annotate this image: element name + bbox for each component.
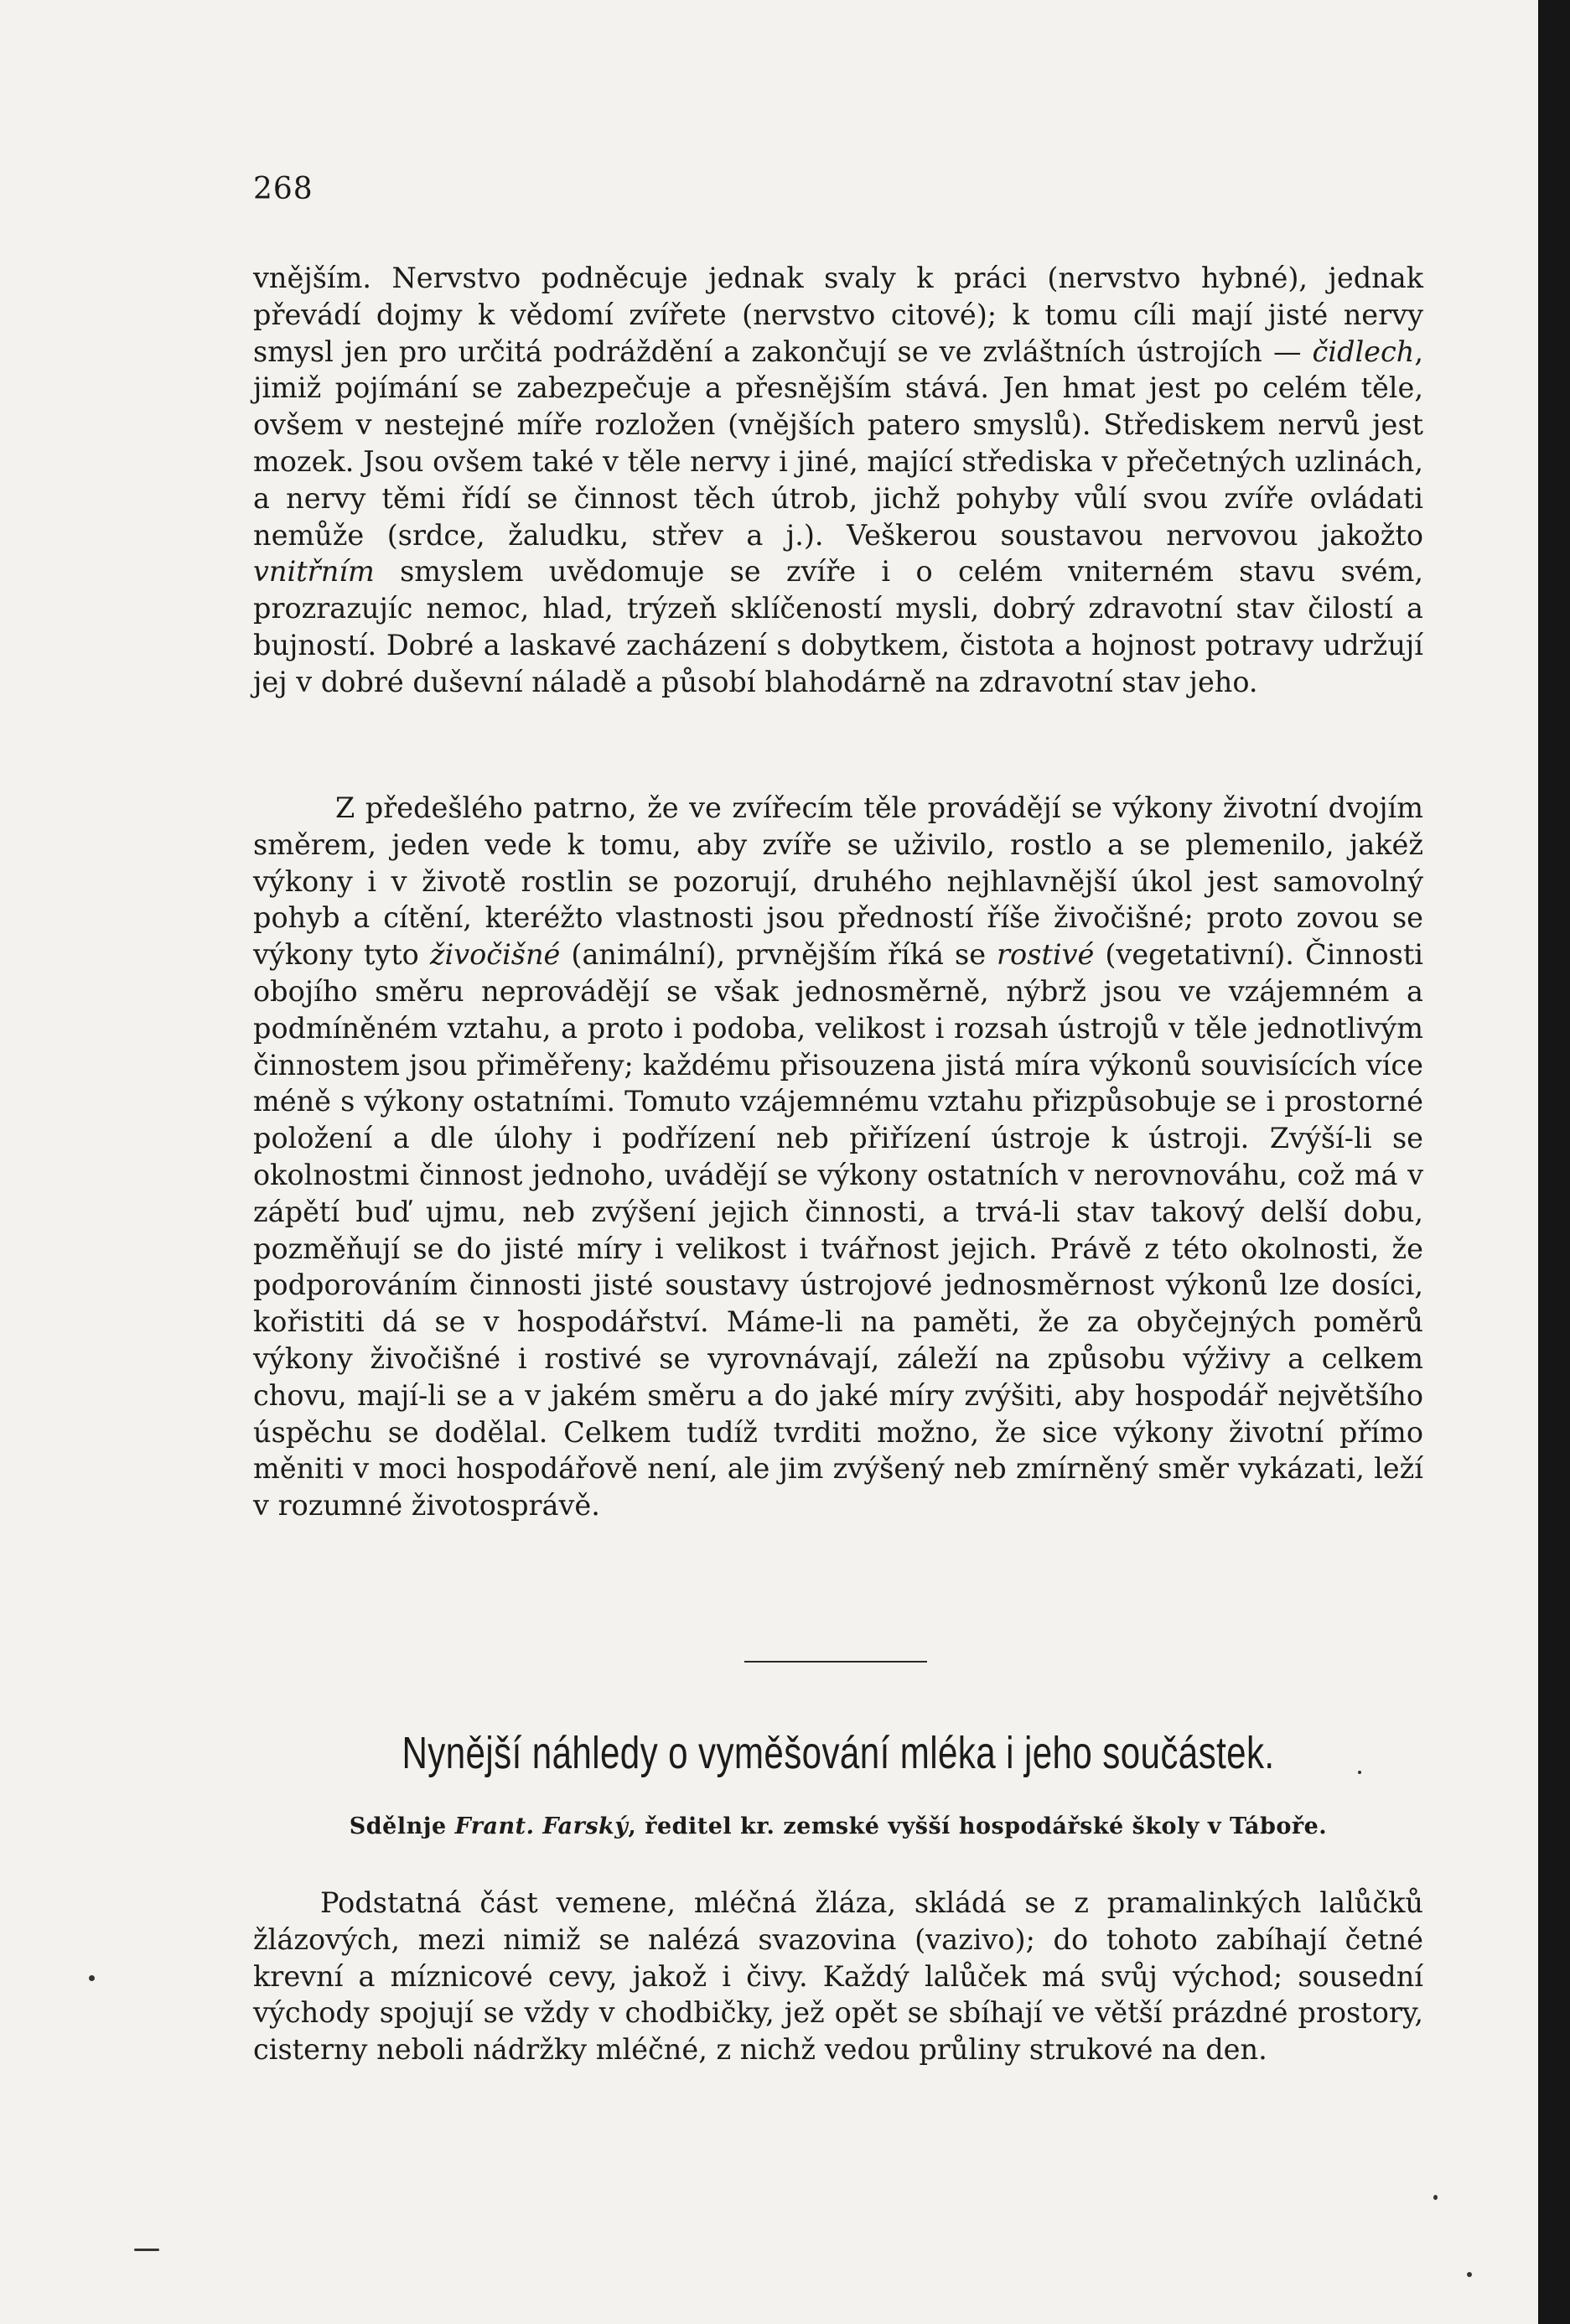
scan-speck (1358, 1771, 1361, 1774)
article-title: Nynější náhledy o vyměšování mléka i jeho součástek. (402, 1728, 1275, 1778)
article-byline (253, 1813, 1423, 1839)
paragraph-text: Z předešlého patrno, že ve zvířecím těle provádějí se výkony životní dvojím směrem, jeden vede k tomu, aby zvíře se uživilo, rostlo a se plemenilo, jakéž výkony i v životě rostlin se pozorují, druhého nejhlavnější úkol jest samovolný pohyb a cítění, kteréžto vlastnosti jsou předností říše živočišné; proto zovou se výkony tyto (253, 791, 1423, 972)
emphasis-term: živočišné (429, 938, 561, 972)
paragraph-text: (animální), prvnějším říká se (560, 938, 997, 972)
paragraph-text: smyslem uvědomuje se zvíře i o celém vniterném stavu svém, prozrazujíc nemoc, hlad, trýzeň sklíčeností mysli, dobrý zdravotní stav čilostí a bujností. Dobré a laskavé zacházení s dobytkem, čistota a hojnost potravy udržují jej v dobré duševní náladě a působí blahodárně na zdravotní stav jeho. (253, 555, 1423, 698)
paragraph-life-functions (253, 790, 1423, 1524)
scan-speck (1433, 2195, 1438, 2200)
scan-speck (1467, 2272, 1472, 2277)
byline-suffix: , ředitel kr. zemské vyšší hospodářské školy v Táboře. (628, 1813, 1328, 1839)
byline-prefix: Sdělnje (349, 1813, 455, 1839)
scan-speck (89, 1975, 95, 1981)
emphasis-term: rostivé (997, 938, 1095, 972)
section-divider (744, 1661, 927, 1663)
paragraph-mammary-gland: Podstatná část vemene, mléčná žláza, skládá se z pramalinkých lalůčků žlázových, mezi nimiž se nalézá svazovina (vazivo); do tohoto zabíhají četné krevní a míznicové cevy, jakož i čivy. Každý lalůček má svůj východ; sousední východy spojují se vždy v chodbičky, jež opět se sbíhají ve větší prázdné prostory, cisterny neboli nádržky mléčné, z nichž vedou průliny strukové na den. (253, 1886, 1423, 2067)
scan-speck (134, 2249, 159, 2251)
paragraph-text: (vegetativní). Činnosti obojího směru neprovádějí se však jednosměrně, nýbrž jsou ve vzájemném a podmíněném vztahu, a proto i podoba, velikost i rozsah ústrojů v těle jednotlivým činnostem jsou přiměřeny; každému přisouzena jistá míra výkonů souvisících více méně s výkony ostatními. Tomuto vzájemnému vztahu přizpůsobuje se i prostorné položení a dle úlohy i podřízení neb přiřízení ústroje k ústroji. Zvýší-li se okolnostmi činnost jednoho, uvádějí se výkony ostatních v nerovnováhu, což má v zápětí buď ujmu, neb zvýšení jejich činnosti, a trvá-li stav takový delší dobu, pozměňují se do jisté míry i velikost i tvářnost jejich. Právě z této okolnosti, že podporováním činnosti jisté soustavy ústrojové jednosměrnost výkonů lze dosíci, kořistiti dá se v hospodářství. Máme-li na paměti, že za obyčejných poměrů výkony živočišné i rostivé se vyrovnávají, záleží na způsobu výživy a celkem chovu, mají-li se a v jakém směru a do jaké míry zvýšiti, aby hospodář největšího úspěchu se dodělal. Celkem tudíž tvrditi možno, že sice výkony životní přímo měniti v moci hospodářově není, ale jim zvýšený neb zmírněný směr vykázati, leží v rozumné životosprávě. (253, 938, 1423, 1523)
page-number: 268 (253, 172, 313, 206)
emphasis-term: čidlech (1312, 335, 1415, 368)
paragraph-text: , jimiž pojímání se zabezpečuje a přesnějším stává. Jen hmat jest po celém těle, ovšem v nestejné míře rozložen (vnějších patero smyslů). Střediskem nervů jest mozek. Jsou ovšem také v těle nervy i jiné, mající střediska v přečetných uzlinách, a nervy těmi řídí se činnost těch útrob, jichž pohyby vůlí svou zvíře ovládati nemůže (srdce, žaludku, střev a j.). Veškerou soustavou nervovou jakožto (253, 335, 1423, 552)
paragraph-nervous-system (253, 260, 1423, 701)
emphasis-term: vnitřním (253, 555, 375, 589)
paragraph-text: vnějším. Nervstvo podněcuje jednak svaly k práci (nervstvo hybné), jednak převádí dojmy k vědomí zvířete (nervstvo citové); k tomu cíli mají jisté nervy smysl jen pro určitá podráždění a zakončují se ve zvláštních ústrojích — (253, 262, 1423, 368)
byline-author: Frant. Farský (454, 1813, 629, 1839)
